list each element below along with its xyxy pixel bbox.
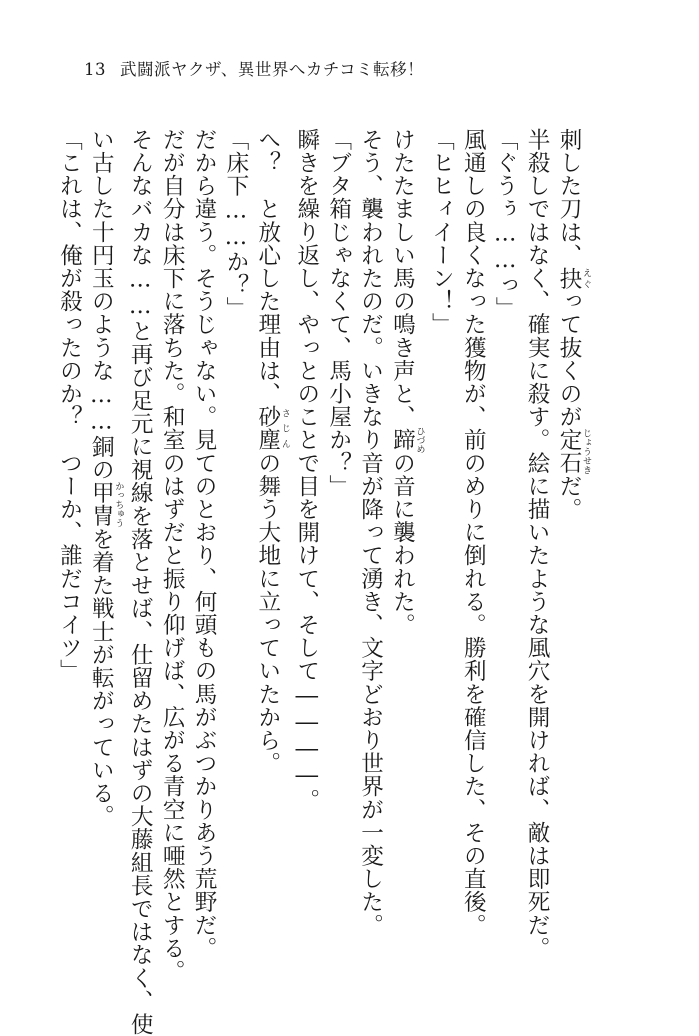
ruby-reading: かっちゅう xyxy=(113,481,124,528)
ruby-reading: えぐ xyxy=(581,266,591,290)
text-line: 「これは、俺が殺ったのか？ つーか、誰だコイツ」 xyxy=(56,128,83,683)
text-line: 「ブタ箱じゃなくて、馬小屋か？」 xyxy=(325,128,352,498)
text-line: へ？ と放心した理由は、砂塵 さじんの舞う大地に立っていたから。 xyxy=(254,128,290,775)
ruby-word: 抉 えぐ xyxy=(556,266,591,290)
ruby-reading: さじん xyxy=(279,405,290,452)
ruby-reading: じょうせき xyxy=(581,428,591,475)
text-line: だが自分は床下に落ちた。和室のはずだと振り仰げば、広がる青空に唖然とする。 xyxy=(159,128,186,983)
ruby-word: 定石 じょうせき xyxy=(556,428,591,475)
text-line: 「ヒヒィイーン！」 xyxy=(428,128,455,336)
text-line: だから違う。そうじゃない。見てのとおり、何頭もの馬がぶつかりあう荒野だ。 xyxy=(191,128,218,960)
text-line: 刺した刀は、抉 えぐって抜くのが定石 じょうせきだ。 xyxy=(556,128,591,521)
ruby-word: 甲冑 かっちゅう xyxy=(88,481,124,528)
page-header xyxy=(84,56,424,80)
text-line: 「ぐうぅ……っ」 xyxy=(492,128,519,320)
text-line: そう、襲われたのだ。いきなり音が降って湧き、文字どおり世界が一変した。 xyxy=(357,128,384,937)
text-line: けたたましい馬の鳴き声と、蹄 ひづめの音に襲われた。 xyxy=(389,128,425,637)
text-line: そんなバカな……と再び足元に視線を落とせば、仕留めたはずの大藤組長ではなく、使 xyxy=(127,128,154,1036)
text-line: 半殺しではなく、確実に殺す。絵に描いたような風穴を開ければ、敵は即死だ。 xyxy=(524,128,551,960)
page-number: 13 xyxy=(84,60,106,79)
text-line: 風通しの良くなった獲物が、前のめりに倒れる。勝利を確信した、その直後。 xyxy=(460,128,487,937)
text-line: 瞬きを繰り返し、やっとのことで目を開けて、そして――――。 xyxy=(293,128,320,812)
text-line: い古した十円玉のような……銅の甲冑 かっちゅうを着た戦士が転がっている。 xyxy=(88,128,124,828)
book-title: 武闘派ヤクザ、異世界へカチコミ転移！ xyxy=(120,60,425,79)
vertical-body-text xyxy=(56,128,591,1036)
ruby-word: 砂塵 さじん xyxy=(254,405,290,452)
ruby-reading: ひづめ xyxy=(414,426,425,454)
ruby-word: 蹄 ひづめ xyxy=(389,426,425,454)
text-line: 「床下……か？」 xyxy=(222,128,249,320)
